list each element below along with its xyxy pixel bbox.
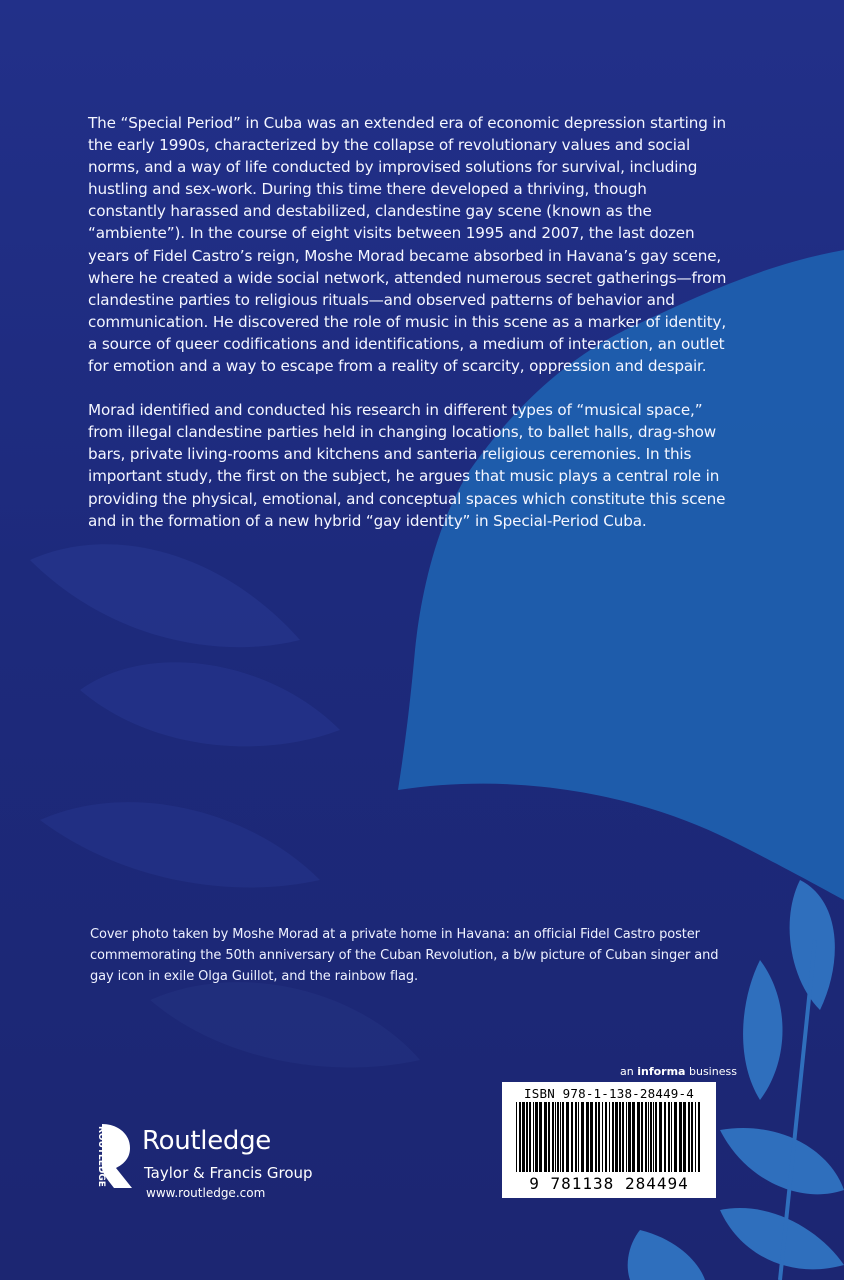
barcode-bar xyxy=(539,1102,542,1172)
blurb-paragraph-2: Morad identified and conducted his research in different types of “musical space,” from illegal clandestine parties held in changing locations, to ballet halls, drag-show bars, private living-rooms and kitchens and santeria religious ceremonies. In this important study, the first on the subject, he argues that music plays a central role in providing the physical, emotional, and conceptual spaces which constitute this scene and in the formation of a new hybrid “gay identity” in Special-Period Cuba. xyxy=(88,401,726,530)
barcode-bar xyxy=(645,1102,647,1172)
barcode-bar xyxy=(533,1102,534,1172)
dark-leaf-left-3 xyxy=(40,802,320,887)
barcode-bars xyxy=(516,1102,704,1172)
informa-business-tag xyxy=(620,1065,737,1078)
barcode-bar xyxy=(622,1102,624,1172)
barcode-bar xyxy=(578,1102,579,1172)
vertical-routledge-text: ROUTLEDGE xyxy=(96,1126,106,1187)
barcode-bar xyxy=(560,1102,561,1172)
isbn-barcode xyxy=(502,1082,716,1198)
barcode-bar xyxy=(695,1102,696,1172)
barcode-bar xyxy=(664,1102,666,1172)
blurb-paragraph-1: The “Special Period” in Cuba was an extended era of economic depression starting in the early 1990s, characterized by the collapse of revolutionary values and social norms, and a way of life conducted by improvised solutions for survival, including hustling and sex-work. During this time there developed a thriving, though constantly harassed and destabilized, clandestine gay scene (known as the “ambiente”). In the course of eight visits between 1995 and 2007, the last dozen years of Fidel Castro’s reign, Moshe Morad became absorbed in Havana’s gay scene, where he created a wide social network, attended numerous secret gatherings—from clandestine parties to religious rituals—and observed patterns of behavior and communication. He discovered the role of music in this scene as a marker of identity, a source of queer codifications and identifications, a medium of interaction, an outlet for emotion and a way to escape from a reality of scarcity, oppression and despair. xyxy=(88,114,727,376)
publisher-url: www.routledge.com xyxy=(146,1186,266,1200)
barcode-bar xyxy=(598,1102,600,1172)
barcode-bar xyxy=(562,1102,564,1172)
barcode-bar xyxy=(698,1102,700,1172)
barcode-bar xyxy=(605,1102,607,1172)
dark-leaf-left-1 xyxy=(30,544,300,647)
barcode-bar xyxy=(637,1102,640,1172)
publisher-group: Taylor & Francis Group xyxy=(144,1164,313,1182)
back-cover-blurb xyxy=(88,112,728,554)
barcode-bar xyxy=(526,1102,528,1172)
informa-suffix: business xyxy=(688,1065,737,1078)
barcode-bar xyxy=(632,1102,635,1172)
barcode-bar xyxy=(529,1102,531,1172)
barcode-bar xyxy=(544,1102,547,1172)
informa-brand: informa xyxy=(637,1065,686,1078)
barcode-bar xyxy=(602,1102,603,1172)
barcode-bar xyxy=(555,1102,556,1172)
barcode-bar xyxy=(653,1102,654,1172)
barcode-bar xyxy=(581,1102,584,1172)
light-leaf-5 xyxy=(628,1230,705,1280)
barcode-bar xyxy=(522,1102,525,1172)
barcode-bar xyxy=(575,1102,577,1172)
barcode-bar xyxy=(571,1102,573,1172)
barcode-bar xyxy=(626,1102,627,1172)
barcode-bar xyxy=(648,1102,649,1172)
informa-prefix: an xyxy=(620,1065,634,1078)
barcode-bar xyxy=(619,1102,621,1172)
barcode-bar xyxy=(595,1102,597,1172)
barcode-bar xyxy=(612,1102,614,1172)
dark-leaf-left-2 xyxy=(80,662,340,746)
barcode-bar xyxy=(679,1102,682,1172)
barcode-bar xyxy=(683,1102,686,1172)
barcode-bar xyxy=(650,1102,652,1172)
barcode-bar xyxy=(691,1102,693,1172)
barcode-bar xyxy=(655,1102,657,1172)
routledge-mark-icon xyxy=(88,1122,136,1190)
barcode-bar xyxy=(535,1102,538,1172)
light-leaf-3 xyxy=(720,1128,844,1194)
barcode-bar xyxy=(548,1102,550,1172)
barcode-bar xyxy=(609,1102,610,1172)
isbn-label: ISBN 978-1-138-28449-4 xyxy=(524,1086,694,1101)
barcode-bar xyxy=(628,1102,631,1172)
cover-photo-caption: Cover photo taken by Moshe Morad at a private home in Havana: an official Fidel Castro poster commemorating the 50th anniversary of the Cuban Revolution, a b/w picture of Cuban singer and gay icon in exile Olga Guillot, and the rainbow flag. xyxy=(90,927,719,984)
barcode-bar xyxy=(659,1102,662,1172)
barcode-bar xyxy=(668,1102,670,1172)
publisher-name: Routledge xyxy=(142,1126,272,1156)
barcode-bar xyxy=(688,1102,690,1172)
barcode-bar xyxy=(557,1102,559,1172)
barcode-bar xyxy=(674,1102,677,1172)
barcode-bar xyxy=(566,1102,569,1172)
light-leaf-2 xyxy=(743,960,782,1100)
barcode-bar xyxy=(641,1102,643,1172)
barcode-bar xyxy=(671,1102,672,1172)
barcode-bar xyxy=(615,1102,618,1172)
light-leaf-1 xyxy=(790,880,835,1010)
barcode-bar xyxy=(516,1102,517,1172)
barcode-bar xyxy=(586,1102,589,1172)
barcode-bar xyxy=(519,1102,521,1172)
barcode-bar xyxy=(552,1102,554,1172)
isbn-digits: 9 781138 284494 xyxy=(529,1174,689,1193)
barcode-bar xyxy=(590,1102,593,1172)
dark-leaf-left-4 xyxy=(150,982,420,1067)
